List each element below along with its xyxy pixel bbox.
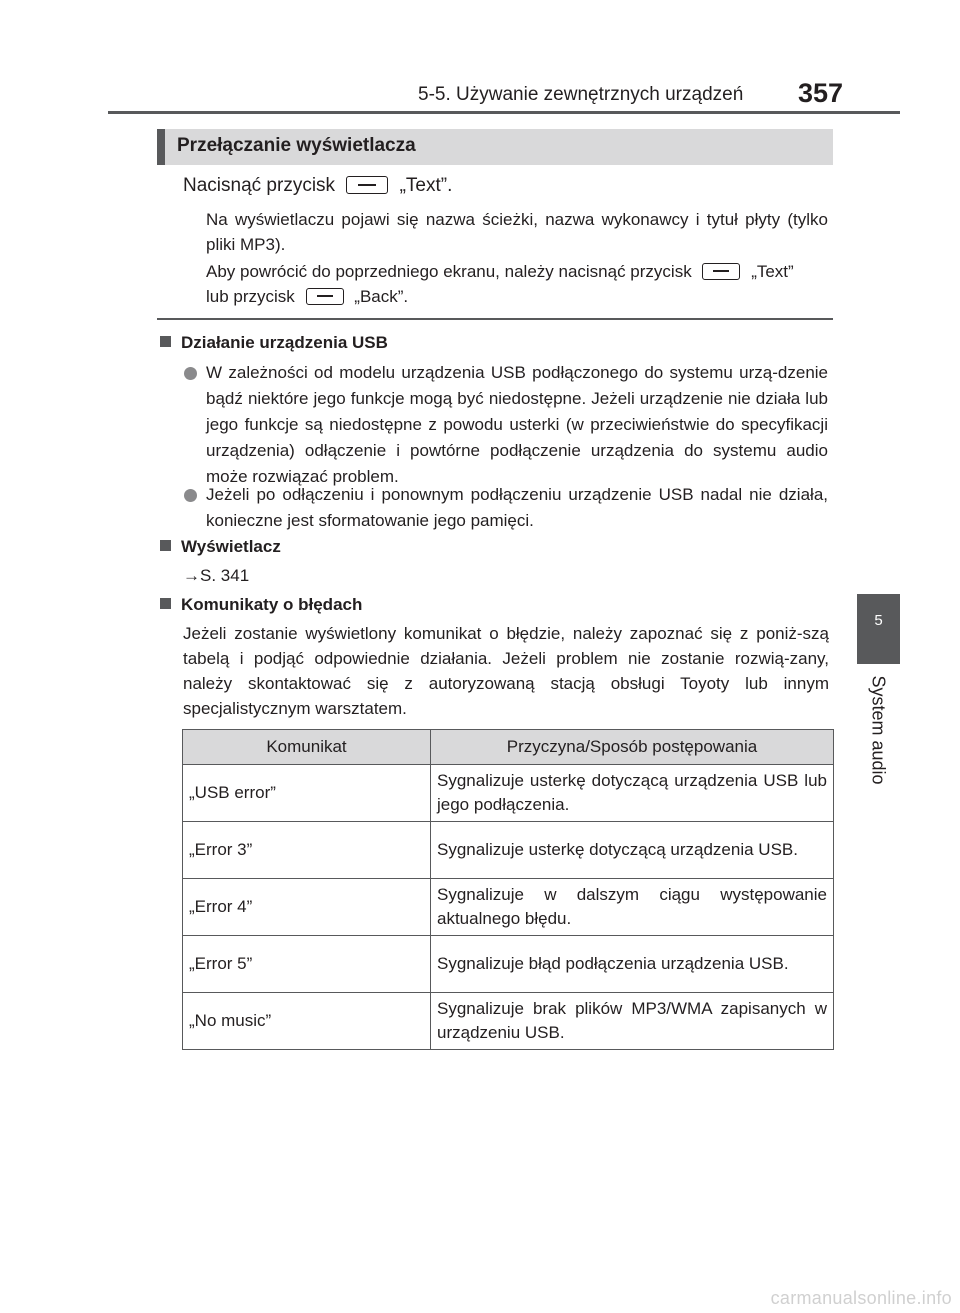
usb-bullet-2 — [184, 482, 828, 534]
usb-bullet-1-text: W zależności od modelu urządzenia USB podłączonego do systemu urzą-dzenie bądź niektóre jego funkcje mogą być niedostępne. Jeżeli urządzenie nie działa lub jego funkcje są niedostępne z powodu usterki (w przeciwieństwie do specyfikacji urządzenia) odłączenie i powtórne podłączenie urządzenia do systemu audio może rozwiązać problem. — [206, 363, 828, 486]
watermark: carmanualsonline.info — [770, 1288, 952, 1308]
table-cell-message: „Error 3” — [183, 822, 431, 879]
note-return-line2-after: „Back”. — [354, 287, 409, 306]
heading-usb — [160, 333, 388, 353]
error-table — [182, 729, 834, 1050]
chapter-label: System audio — [868, 675, 889, 785]
note-return-text-label: „Text” — [751, 262, 794, 281]
section-title-accent — [157, 129, 165, 165]
running-header: 5-5. Używanie zewnętrznych urządzeń — [418, 84, 744, 105]
table-cell-cause: Sygnalizuje brak plików MP3/WMA zapisanych w urządzeniu USB. — [431, 993, 834, 1050]
usb-bullet-1 — [184, 360, 828, 490]
heading-display — [160, 537, 281, 557]
heading-errors-text: Komunikaty o błędach — [181, 595, 363, 614]
errors-intro: Jeżeli zostanie wyświetlony komunikat o błędzie, należy zapoznać się z poniż-szą tabelą i podjąć odpowiednie działania. Jeżeli problem nie zostanie rozwią-zany, należy skontaktować się z autoryzowaną stacją obsługi Toyoty lub innym specjalistycznym warsztatem. — [183, 624, 829, 718]
table-cell-message: „Error 4” — [183, 879, 431, 936]
square-bullet-icon — [160, 598, 171, 609]
circle-bullet-icon — [184, 489, 197, 502]
heading-errors — [160, 595, 362, 615]
table-cell-cause: Sygnalizuje usterkę dotyczącą urządzenia USB. — [431, 822, 834, 879]
note-return-before: Aby powrócić do poprzedniego ekranu, należy nacisnąć przycisk — [206, 262, 692, 281]
table-row — [183, 765, 834, 822]
note-return-line2-before: lub przycisk — [206, 287, 295, 306]
table-cell-message: „USB error” — [183, 765, 431, 822]
table-cell-message: „Error 5” — [183, 936, 431, 993]
instruction-text-after: „Text”. — [399, 175, 453, 196]
circle-bullet-icon — [184, 367, 197, 380]
usb-bullet-2-text: Jeżeli po odłączeniu i ponownym podłączeniu urządzenie USB nadal nie działa, konieczne jest sformatowanie jego pamięci. — [206, 485, 828, 530]
note-track-info: Na wyświetlaczu pojawi się nazwa ścieżki, nazwa wykonawcy i tytuł płyty (tylko pliki MP3). — [206, 210, 828, 254]
square-bullet-icon — [160, 336, 171, 347]
header-rule — [108, 111, 900, 114]
back-button-icon — [306, 288, 344, 305]
column-header-cause: Przyczyna/Sposób postępowania — [431, 730, 834, 765]
table-cell-cause: Sygnalizuje w dalszym ciągu występowanie aktualnego błędu. — [431, 879, 834, 936]
chapter-number: 5 — [874, 612, 883, 629]
heading-usb-text: Działanie urządzenia USB — [181, 333, 388, 352]
table-row — [183, 993, 834, 1050]
section-title: Przełączanie wyświetlacza — [177, 135, 416, 156]
instruction-text-before: Nacisnąć przycisk — [183, 175, 336, 196]
column-header-message: Komunikat — [183, 730, 431, 765]
table-cell-cause: Sygnalizuje usterkę dotyczącą urządzenia USB lub jego podłączenia. — [431, 765, 834, 822]
text-button-icon — [346, 176, 388, 194]
section-divider — [157, 318, 833, 320]
table-header-row — [183, 730, 834, 765]
text-button-icon — [702, 263, 740, 280]
instruction — [183, 175, 452, 197]
table-cell-cause: Sygnalizuje błąd podłączenia urządzenia USB. — [431, 936, 834, 993]
table-cell-message: „No music” — [183, 993, 431, 1050]
display-reference: →S. 341 — [183, 566, 250, 585]
square-bullet-icon — [160, 540, 171, 551]
table-row — [183, 879, 834, 936]
table-row — [183, 822, 834, 879]
heading-display-text: Wyświetlacz — [181, 537, 281, 556]
table-row — [183, 936, 834, 993]
chapter-tab — [857, 594, 900, 664]
note-return — [206, 259, 828, 309]
page-number: 357 — [798, 78, 844, 108]
